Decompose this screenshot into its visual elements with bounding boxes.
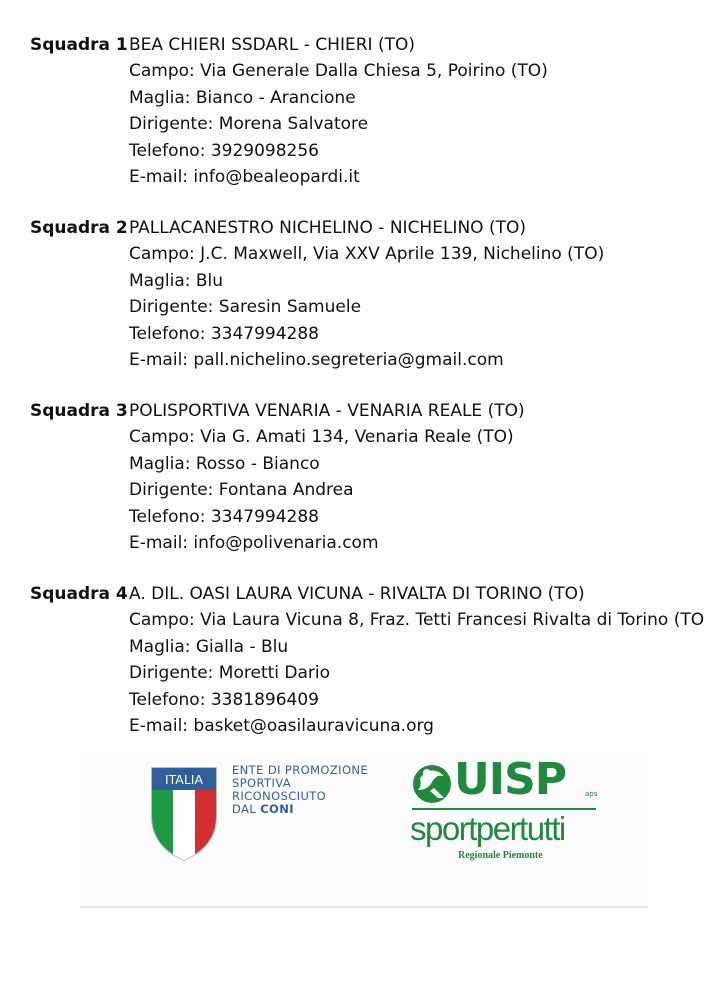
team-dirigente: Dirigente: Saresin Samuele [129,297,362,318]
uisp-region: Regionale Piemonte [458,850,543,861]
team-telefono: Telefono: 3347994288 [129,323,319,344]
team-block-3 [30,398,720,556]
team-dirigente: Dirigente: Moretti Dario [129,663,331,684]
team-maglia: Maglia: Blu [129,270,224,291]
team-dirigente: Dirigente: Morena Salvatore [129,114,369,135]
team-name: PALLACANESTRO NICHELINO - NICHELINO (TO) [129,218,526,238]
coni-line: SPORTIVA [232,776,292,790]
team-maglia: Maglia: Rosso - Bianco [129,453,320,474]
team-header [30,32,720,58]
team-maglia: Maglia: Bianco - Arancione [129,87,356,108]
uisp-aps: aps [585,790,598,798]
team-name: POLISPORTIVA VENARIA - VENARIA REALE (TO) [129,401,525,421]
team-maglia: Maglia: Gialla - Blu [129,636,289,657]
team-header [30,581,720,607]
team-header [30,398,720,424]
uisp-word: UISP [454,754,567,805]
team-campo: Campo: Via Generale Dalla Chiesa 5, Poirino (TO) [129,61,548,82]
coni-text [232,764,368,816]
team-campo: Campo: Via G. Amati 134, Venaria Reale (TO) [129,427,514,448]
team-header [30,215,720,241]
team-email: E-mail: basket@oasilauravicuna.org [129,715,434,736]
team-email: E-mail: info@bealeopardi.it [129,166,360,187]
team-name: BEA CHIERI SSDARL - CHIERI (TO) [129,35,415,55]
team-label: Squadra 2 [30,218,128,238]
team-email: E-mail: info@polivenaria.com [129,532,379,553]
coni-line [232,803,368,816]
italia-shield-text: ITALIA [164,772,204,787]
team-label: Squadra 3 [30,401,128,421]
coni-line: RICONOSCIUTO [232,789,327,803]
team-telefono: Telefono: 3347994288 [129,506,319,527]
team-label: Squadra 4 [30,584,128,604]
uisp-tagline: sportpertutti [410,810,565,847]
team-email: E-mail: pall.nichelino.segreteria@gmail.com [129,349,504,370]
coni-line: ENTE DI PROMOZIONE [232,763,369,777]
team-block-1 [30,32,720,190]
uisp-runner-icon [410,760,454,806]
coni-word: CONI [260,802,294,816]
team-block-4 [30,581,720,739]
team-telefono: Telefono: 3381896409 [129,689,319,710]
team-block-2 [30,215,720,373]
team-telefono: Telefono: 3929098256 [129,140,319,161]
coni-dal: DAL [232,802,261,816]
italia-shield-icon [148,764,220,862]
team-dirigente: Dirigente: Fontana Andrea [129,480,354,501]
team-name: A. DIL. OASI LAURA VICUNA - RIVALTA DI TORINO (TO) [129,584,585,604]
team-label: Squadra 1 [30,35,128,55]
team-campo: Campo: J.C. Maxwell, Via XXV Aprile 139, Nichelino (TO) [129,244,605,265]
team-campo: Campo: Via Laura Vicuna 8, Fraz. Tetti Francesi Rivalta di Torino (TO [129,610,705,631]
sponsor-logos [80,752,648,908]
